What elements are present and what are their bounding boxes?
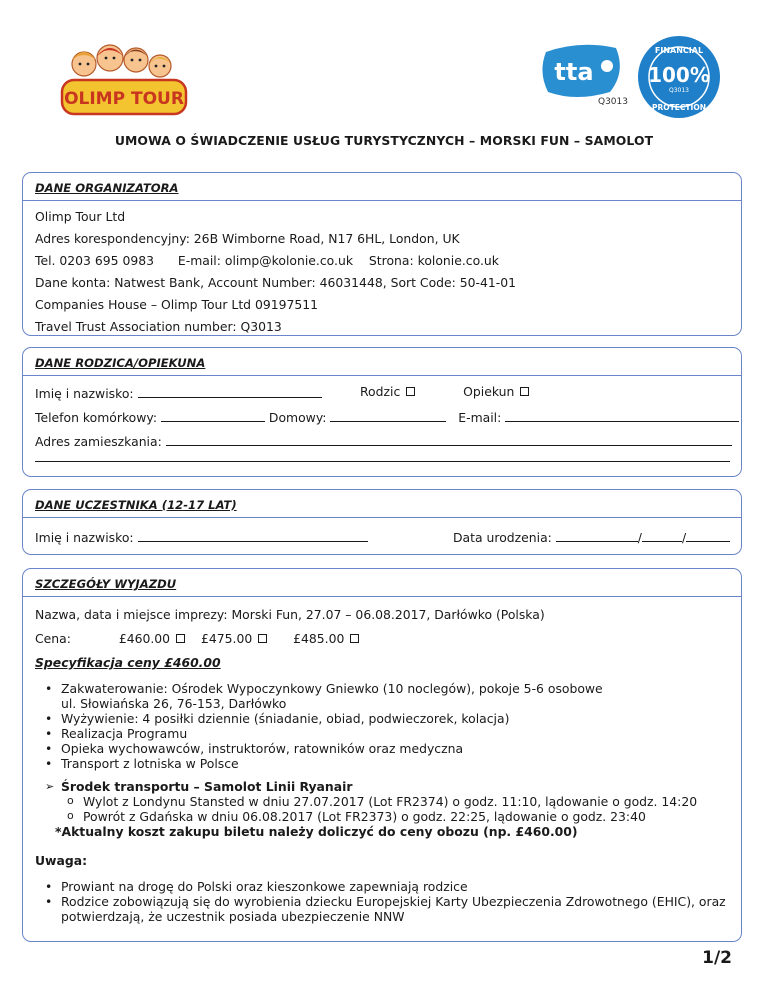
- organizer-companies-house: Companies House – Olimp Tour Ltd 09197511: [35, 297, 319, 312]
- participant-name-row: [35, 528, 368, 545]
- price-checkbox[interactable]: [350, 634, 359, 643]
- participant-heading: DANE UCZESTNIKA (12-17 LAT): [23, 490, 741, 518]
- parent-role-row: [360, 384, 529, 399]
- olimp-tour-logo: [48, 38, 198, 122]
- price-option: £460.00: [118, 631, 171, 646]
- dob-label: Data urodzenia:: [453, 530, 552, 545]
- guardian-checkbox[interactable]: [520, 387, 529, 396]
- transport-block: [35, 779, 735, 839]
- price-checkbox[interactable]: [176, 634, 185, 643]
- parent-heading: DANE RODZICA/OPIEKUNA: [23, 348, 741, 376]
- organizer-heading: DANE ORGANIZATORA: [23, 173, 741, 201]
- trip-section: [22, 568, 742, 942]
- list-item: • Zakwaterowanie: Ośrodek Wypoczynkowy Gniewko (10 noclegów), pokoje 5-6 osobowe ul. Słowiańska 26, 76-153, Darłówko: [35, 681, 735, 711]
- list-item: • Transport z lotniska w Polsce: [35, 756, 735, 771]
- dob-separator: /: [637, 530, 642, 545]
- list-item: • Opieka wychowawców, instruktorów, ratowników oraz medyczna: [35, 741, 735, 756]
- address-field-line2[interactable]: [35, 461, 730, 462]
- price-label: Cena:: [35, 631, 71, 646]
- list-item: • Rodzice zobowiązują się do wyrobienia dziecku Europejskiej Karty Ubezpieczenia Zdrowotnego (EHIC), oraz potwierdzają, że uczestnik posiada ubezpieczenie NNW: [35, 894, 735, 924]
- price-checkbox[interactable]: [258, 634, 267, 643]
- tta-logo: [540, 42, 630, 106]
- parent-checkbox[interactable]: [406, 387, 415, 396]
- address-field[interactable]: [166, 432, 732, 446]
- parent-name-field[interactable]: [138, 384, 322, 398]
- address-label: Adres zamieszkania:: [35, 434, 162, 449]
- price-option: £475.00: [200, 631, 253, 646]
- list-item: • Wyżywienie: 4 posiłki dziennie (śniadanie, obiad, podwieczorek, kolacja): [35, 711, 735, 726]
- flight-item: o Wylot z Londynu Stansted w dniu 27.07.2017 (Lot FR2374) o godz. 11:10, lądowanie o godz. 14:20: [35, 794, 735, 809]
- parent-section: [22, 347, 742, 477]
- participant-section: [22, 489, 742, 555]
- note-label: Uwaga:: [35, 853, 88, 868]
- price-spec-title: Specyfikacja ceny £460.00: [35, 655, 221, 670]
- notes-list: [35, 879, 735, 924]
- list-item: • Prowiant na drogę do Polski oraz kieszonkowe zapewniają rodzice: [35, 879, 735, 894]
- price-option: £485.00: [293, 631, 345, 646]
- dob-year-field[interactable]: [686, 528, 730, 542]
- participant-name-label: Imię i nazwisko:: [35, 530, 134, 545]
- svg-text:OLIMP TOUR: OLIMP TOUR: [64, 89, 184, 109]
- trip-heading: SZCZEGÓŁY WYJAZDU: [23, 569, 741, 597]
- dob-day-field[interactable]: [556, 528, 638, 542]
- svg-text:FINANCIAL: FINANCIAL: [654, 46, 704, 55]
- home-phone-field[interactable]: [330, 408, 446, 422]
- page-number: 1/2: [702, 948, 732, 968]
- price-row: [35, 631, 359, 646]
- price-spec-list: [35, 681, 735, 771]
- organizer-phone: Tel. 0203 695 0983: [35, 253, 154, 268]
- svg-text:tta: tta: [554, 58, 594, 86]
- flight-item: o Powrót z Gdańska w dniu 06.08.2017 (Lot FR2373) o godz. 22:25, lądowanie o godz. 23:40: [35, 809, 735, 824]
- organizer-tta-number: Travel Trust Association number: Q3013: [35, 319, 282, 334]
- email-label: E-mail:: [458, 410, 502, 425]
- organizer-name: Olimp Tour Ltd: [35, 209, 126, 224]
- mobile-label: Telefon komórkowy:: [35, 410, 157, 425]
- parent-name-label: Imię i nazwisko:: [35, 386, 134, 401]
- participant-name-field[interactable]: [138, 528, 368, 542]
- organizer-website[interactable]: Strona: kolonie.co.uk: [368, 253, 499, 268]
- financial-protection-badge: [636, 34, 722, 120]
- ticket-note: *Aktualny koszt zakupu biletu należy doliczyć do ceny obozu (np. £460.00): [55, 824, 578, 839]
- parent-option-label: Rodzic: [360, 384, 401, 399]
- svg-text:Q3013: Q3013: [669, 87, 689, 94]
- dob-month-field[interactable]: [642, 528, 682, 542]
- parent-phones-row: [35, 408, 739, 425]
- organizer-contact: [35, 253, 499, 268]
- dob-separator: /: [681, 530, 687, 545]
- svg-text:Q3013: Q3013: [598, 97, 628, 106]
- parent-name-row: [35, 384, 322, 401]
- trip-event: Nazwa, data i miejsce imprezy: Morski Fun, 27.07 – 06.08.2017, Darłówko (Polska): [35, 607, 545, 622]
- svg-text:PROTECTION: PROTECTION: [652, 103, 706, 112]
- address-row: [35, 432, 732, 449]
- organizer-bank: Dane konta: Natwest Bank, Account Number: 46031448, Sort Code: 50-41-01: [35, 275, 517, 290]
- guardian-option-label: Opiekun: [463, 384, 515, 399]
- organizer-email[interactable]: E-mail: olimp@kolonie.co.uk: [177, 253, 353, 268]
- organizer-section: [22, 172, 742, 336]
- mobile-field[interactable]: [161, 408, 265, 422]
- list-item: • Realizacja Programu: [35, 726, 735, 741]
- transport-title: ➢ Środek transportu – Samolot Linii Ryanair: [35, 779, 735, 794]
- home-label: Domowy:: [268, 410, 327, 425]
- email-field[interactable]: [505, 408, 739, 422]
- document-title: UMOWA O ŚWIADCZENIE USŁUG TURYSTYCZNYCH – MORSKI FUN – SAMOLOT: [114, 133, 654, 148]
- organizer-address: Adres korespondencyjny: 26B Wimborne Road, N17 6HL, London, UK: [35, 231, 460, 246]
- participant-dob-row: [453, 528, 730, 545]
- svg-text:100%: 100%: [648, 63, 710, 87]
